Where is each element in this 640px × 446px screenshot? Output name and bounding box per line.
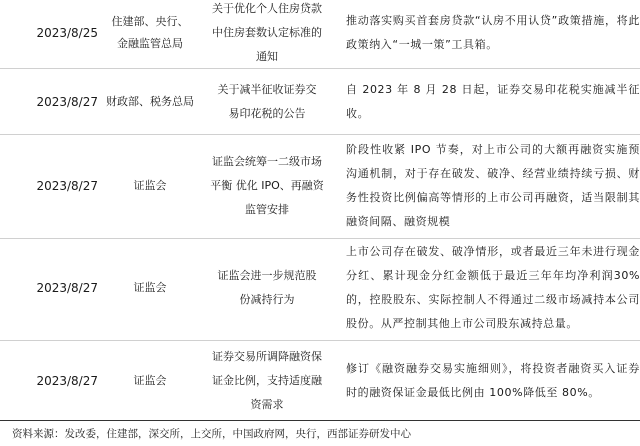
- row-date: 2023/8/27: [36, 95, 98, 109]
- row-divider: [0, 68, 640, 69]
- row-divider: [0, 238, 640, 239]
- row-agency: 证监会: [133, 179, 167, 192]
- row-content: 阶段性收紧 IPO 节奏，对上市公司的大额再融资实施预沟通机制，对于存在破发、破净、经营业绩持续亏损、财务性投资比例偏高等情形的上市公司再融资，适当限制其融资间隔、融资规模: [346, 143, 640, 228]
- row-content: 推动落实购买首套房贷款“认房不用认贷”政策措施，将此政策纳入“一城一策”工具箱。: [346, 14, 640, 51]
- row-agency: 住建部、央行、金融监管总局: [111, 15, 189, 50]
- row-policy: 证监会进一步规范股份减持行为: [217, 269, 317, 306]
- row-content: 上市公司存在破发、破净情形，或者最近三年未进行现金分红、累计现金分红金额低于最近三年年均净利润30%的，控股股东、实际控制人不得通过二级市场减持本公司股份。从严控制其他上市公司股东减持总量。: [346, 245, 640, 330]
- row-content: 自 2023 年 8 月 28 日起，证券交易印花税实施减半征收。: [346, 83, 640, 120]
- row-content: 修订《融资融券交易实施细则》，将投资者融资买入证券时的融资保证金最低比例由 100%降低至 80%。: [346, 362, 640, 399]
- row-date: 2023/8/27: [36, 281, 98, 295]
- table-row: [0, 136, 640, 236]
- row-divider: [0, 134, 640, 135]
- row-agency: 证监会: [133, 281, 167, 294]
- row-date: 2023/8/25: [36, 26, 98, 40]
- row-date: 2023/8/27: [36, 374, 98, 388]
- table-row: [0, 240, 640, 336]
- table-row: [0, 344, 640, 418]
- table-row: [0, 0, 640, 66]
- row-agency: 财政部、税务总局: [106, 95, 194, 108]
- source-note: 资料来源：发改委，住建部，深交所，上交所，中国政府网，央行，西部证券研发中心: [12, 428, 411, 440]
- row-policy: 关于减半征收证券交易印花税的公告: [217, 83, 317, 120]
- row-policy: 证券交易所调降融资保证金比例，支持适度融资需求: [212, 350, 322, 411]
- table-row: [0, 72, 640, 132]
- row-date: 2023/8/27: [36, 179, 98, 193]
- row-policy: 关于优化个人住房贷款中住房套数认定标准的通知: [212, 2, 322, 63]
- row-agency: 证监会: [133, 374, 167, 387]
- row-divider: [0, 340, 640, 341]
- row-policy: 证监会统筹一二级市场平衡 优化 IPO、再融资监管安排: [210, 155, 324, 216]
- table-bottom-rule: [0, 420, 640, 421]
